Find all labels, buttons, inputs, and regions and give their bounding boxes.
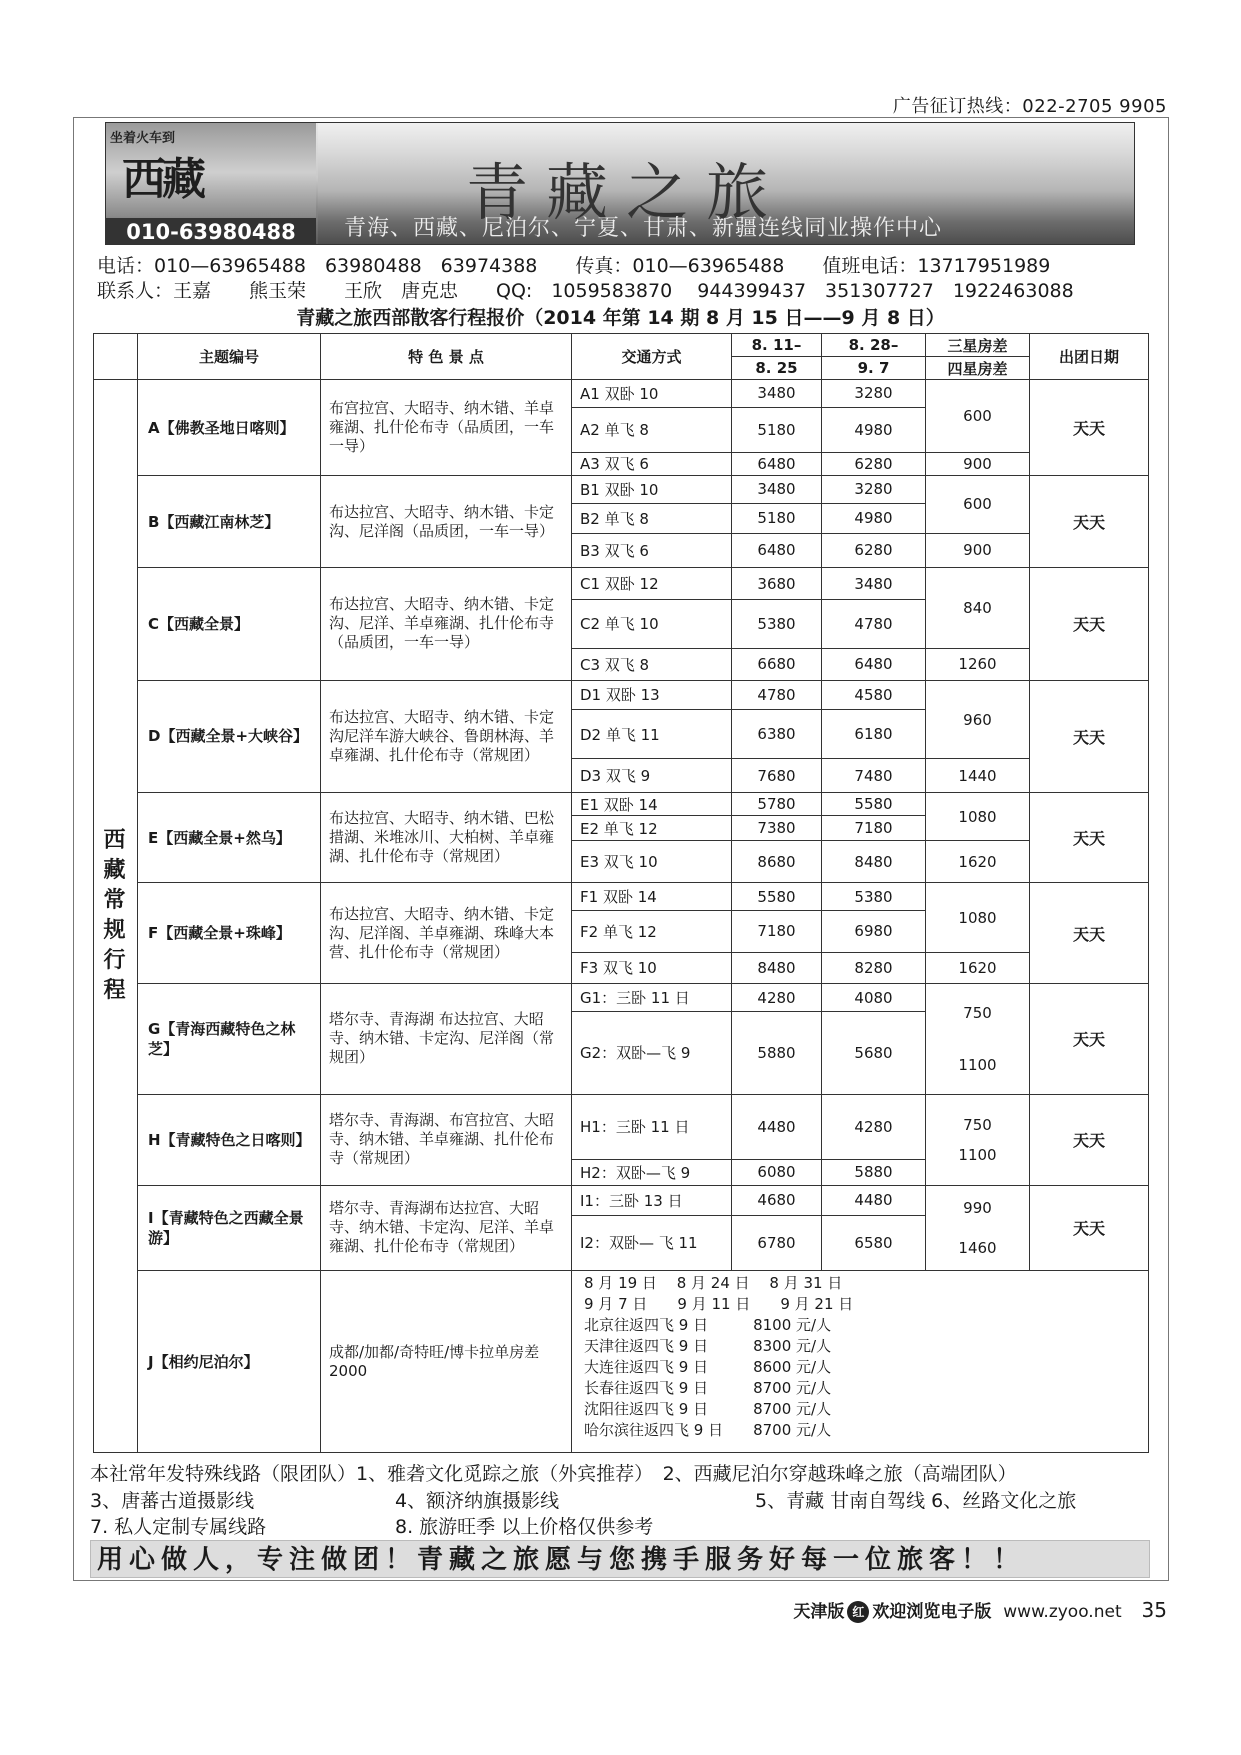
edition-label: 天津版 xyxy=(793,1602,845,1622)
row-c2-price2: 4780 xyxy=(822,599,926,648)
row-e-scenic: 布达拉宫、大昭寺、纳木错、巴松措湖、米堆冰川、大柏树、羊卓雍湖、扎什伦布寺（常规团） xyxy=(321,793,572,883)
row-i-theme: I【青藏特色之西藏全景游】 xyxy=(138,1185,321,1270)
row-h2-price1: 6080 xyxy=(732,1159,822,1185)
special-routes-line1: 本社常年发特殊线路（限团队）1、雅砻文化觅踪之旅（外宾推荐） 2、西藏尼泊尔穿越珠峰之旅（高端团队） xyxy=(90,1463,1017,1485)
row-b-scenic: 布达拉宫、大昭寺、纳木错、卡定沟、尼洋阁（品质团，一车一导） xyxy=(321,475,572,567)
row-f-scenic: 布达拉宫、大昭寺、纳木错、卡定沟、尼洋阁、羊卓雍湖、珠峰大本营、扎什伦布寺（常规团） xyxy=(321,883,572,984)
row-b1-price1: 3480 xyxy=(732,475,822,503)
row-c-departure: 天天 xyxy=(1030,568,1149,680)
row-a3-transport: A3 双飞 6 xyxy=(572,452,732,475)
header-period2-start: 8. 28– xyxy=(822,334,926,357)
row-h-supp4: 1100 xyxy=(958,1145,997,1164)
welcome-text: 欢迎浏览电子版 xyxy=(872,1602,992,1622)
row-b-theme: B【西藏江南林芝】 xyxy=(138,475,321,567)
row-e1-price2: 5580 xyxy=(822,793,926,816)
row-i-scenic: 塔尔寺、青海湖布达拉宫、大昭寺、纳木错、卡定沟、尼洋、羊卓雍湖、扎什伦布寺（常规团） xyxy=(321,1185,572,1270)
special-route-8: 8. 旅游旺季 以上价格仅供参考 xyxy=(395,1516,654,1538)
header-blank xyxy=(94,334,138,380)
row-d-scenic: 布达拉宫、大昭寺、纳木错、卡定沟尼洋车游大峡谷、鲁朗林海、羊卓雍湖、扎什伦布寺（常规团） xyxy=(321,680,572,792)
banner-subtitle: 青海、西藏、尼泊尔、宁夏、甘肃、新疆连线同业操作中心 xyxy=(344,216,943,241)
row-h-supplement xyxy=(926,1094,1030,1185)
row-e-theme: E【西藏全景+然乌】 xyxy=(138,793,321,883)
row-a-supp3: 600 xyxy=(926,380,1030,452)
row-c2-price1: 5380 xyxy=(732,599,822,648)
row-f1-price2: 5380 xyxy=(822,883,926,910)
row-f-departure: 天天 xyxy=(1030,883,1149,984)
row-h-supp3: 750 xyxy=(963,1115,992,1134)
row-b-supp3: 600 xyxy=(926,475,1030,533)
row-i-departure: 天天 xyxy=(1030,1185,1149,1270)
contact-persons: 联系人：王嘉 熊玉荣 王欣 唐克忠 QQ: 1059583870 944399437 351307727 1922463088 xyxy=(97,280,1074,302)
row-c1-transport: C1 双卧 12 xyxy=(572,568,732,600)
row-a2-transport: A2 单飞 8 xyxy=(572,407,732,452)
row-a1-transport: A1 双卧 10 xyxy=(572,380,732,407)
row-d2-transport: D2 单飞 11 xyxy=(572,710,732,759)
row-a-supp4: 900 xyxy=(926,452,1030,475)
header-period2-end: 9. 7 xyxy=(822,357,926,380)
row-b2-price2: 4980 xyxy=(822,504,926,533)
row-a3-price2: 6280 xyxy=(822,452,926,475)
table-title: 青藏之旅西部散客行程报价（2014 年第 14 期 8 月 15 日——9 月 8 日） xyxy=(296,307,945,329)
row-a-scenic: 布宫拉宫、大昭寺、纳木错、羊卓雍湖、扎什伦布寺（品质团，一车一导） xyxy=(321,380,572,476)
row-h2-price2: 5880 xyxy=(822,1159,926,1185)
row-i1-price1: 4680 xyxy=(732,1185,822,1215)
row-g-supp4: 1100 xyxy=(958,1055,997,1074)
row-i1-price2: 4480 xyxy=(822,1185,926,1215)
row-a2-price1: 5180 xyxy=(732,407,822,452)
row-f3-transport: F3 双飞 10 xyxy=(572,952,732,984)
book-title: 坐着火车到 xyxy=(110,131,176,146)
header-supplement-3star: 三星房差 xyxy=(926,334,1030,357)
row-a-theme: A【佛教圣地日喀则】 xyxy=(138,380,321,476)
row-g1-transport: G1：三卧 11 日 xyxy=(572,984,732,1012)
row-h-departure: 天天 xyxy=(1030,1094,1149,1185)
row-i2-price1: 6780 xyxy=(732,1215,822,1270)
row-f-theme: F【西藏全景+珠峰】 xyxy=(138,883,321,984)
row-b2-price1: 5180 xyxy=(732,504,822,533)
banner-phone: 010-63980488 xyxy=(106,218,316,245)
row-c-supp3: 840 xyxy=(926,568,1030,649)
row-a3-price1: 6480 xyxy=(732,452,822,475)
side-label: 西藏常规行程 xyxy=(94,380,138,1453)
row-c3-transport: C3 双飞 8 xyxy=(572,649,732,681)
special-route-7: 7. 私人定制专属线路 xyxy=(90,1516,267,1538)
row-e1-price1: 5780 xyxy=(732,793,822,816)
row-j-scenic: 成都/加都/奇特旺/博卡拉单房差 2000 xyxy=(321,1271,572,1453)
book-cover-image xyxy=(106,123,316,245)
row-e-departure: 天天 xyxy=(1030,793,1149,883)
row-i-supp4: 1460 xyxy=(958,1238,997,1257)
contact-phones: 电话：010—63965488 63980488 63974388 传真：010—63965488 值班电话：13717951989 xyxy=(97,255,1051,277)
row-h2-transport: H2：双卧—飞 9 xyxy=(572,1159,732,1185)
row-b-supp4: 900 xyxy=(926,533,1030,568)
row-e-supp4: 1620 xyxy=(926,841,1030,883)
row-g-departure: 天天 xyxy=(1030,984,1149,1094)
row-e2-transport: E2 单飞 12 xyxy=(572,816,732,841)
row-i-supp3: 990 xyxy=(963,1198,992,1217)
row-c-supp4: 1260 xyxy=(926,649,1030,681)
row-j-detail: 8 月 19 日 8 月 24 日 8 月 31 日 9 月 7 日 9 月 11 日 9 月 21 日 北京往返四飞 9 日 8100 元/人 天津往返四飞 9 日 8300 元/人 大连往返四飞 9 日 8600 元/人 长春往返四飞 9 日 8700 元/人 沈阳往返四飞 9 日 8700 元/人 哈尔滨往返四飞 9 日 8700 元/人 xyxy=(572,1271,1149,1453)
row-f2-price1: 7180 xyxy=(732,910,822,952)
special-route-3: 3、唐蕃古道摄影线 xyxy=(90,1490,255,1512)
row-g-supplement xyxy=(926,984,1030,1094)
row-f1-transport: F1 双卧 14 xyxy=(572,883,732,910)
row-e3-price2: 8480 xyxy=(822,841,926,883)
row-e1-transport: E1 双卧 14 xyxy=(572,793,732,816)
ad-hotline: 广告征订热线：022-2705 9905 xyxy=(892,96,1167,117)
page-number: 35 xyxy=(1141,1598,1167,1622)
row-d-departure: 天天 xyxy=(1030,680,1149,792)
row-b3-price1: 6480 xyxy=(732,533,822,568)
row-b1-price2: 3280 xyxy=(822,475,926,503)
row-g-scenic: 塔尔寺、青海湖 布达拉宫、大昭寺、纳木错、卡定沟、尼洋阁（常规团） xyxy=(321,984,572,1094)
row-i1-transport: I1：三卧 13 日 xyxy=(572,1185,732,1215)
row-f3-price1: 8480 xyxy=(732,952,822,984)
row-c2-transport: C2 单飞 10 xyxy=(572,599,732,648)
row-f1-price1: 5580 xyxy=(732,883,822,910)
row-g1-price2: 4080 xyxy=(822,984,926,1012)
website-link[interactable]: www.zyoo.net xyxy=(1003,1602,1122,1622)
banner-title: 青藏之旅 xyxy=(466,156,787,229)
book-big-title: 西藏 xyxy=(122,154,202,205)
row-a1-price1: 3480 xyxy=(732,380,822,407)
row-h1-price1: 4480 xyxy=(732,1094,822,1159)
row-g2-transport: G2：双卧—飞 9 xyxy=(572,1012,732,1094)
row-h1-transport: H1：三卧 11 日 xyxy=(572,1094,732,1159)
row-g2-price2: 5680 xyxy=(822,1012,926,1094)
row-f3-price2: 8280 xyxy=(822,952,926,984)
row-d3-price2: 7480 xyxy=(822,759,926,793)
row-f-supp3: 1080 xyxy=(926,883,1030,952)
row-d1-price1: 4780 xyxy=(732,680,822,709)
row-a-departure: 天天 xyxy=(1030,380,1149,476)
row-d2-price1: 6380 xyxy=(732,710,822,759)
row-f-supp4: 1620 xyxy=(926,952,1030,984)
row-d3-price1: 7680 xyxy=(732,759,822,793)
row-b3-price2: 6280 xyxy=(822,533,926,568)
row-i-supplement xyxy=(926,1185,1030,1270)
price-table xyxy=(93,333,1149,1453)
row-f2-price2: 6980 xyxy=(822,910,926,952)
row-c-scenic: 布达拉宫、大昭寺、纳木错、卡定沟、尼洋、羊卓雍湖、扎什伦布寺（品质团，一车一导） xyxy=(321,568,572,680)
row-a2-price2: 4980 xyxy=(822,407,926,452)
row-h-scenic: 塔尔寺、青海湖、布宫拉宫、大昭寺、纳木错、羊卓雍湖、扎什伦布寺（常规团） xyxy=(321,1094,572,1185)
banner xyxy=(105,122,1135,245)
header-period1-end: 8. 25 xyxy=(732,357,822,380)
row-g-theme: G【青海西藏特色之林芝】 xyxy=(138,984,321,1094)
row-d3-transport: D3 双飞 9 xyxy=(572,759,732,793)
page-footer xyxy=(793,1597,1167,1623)
row-d-supp4: 1440 xyxy=(926,759,1030,793)
row-f2-transport: F2 单飞 12 xyxy=(572,910,732,952)
row-i2-transport: I2：双卧— 飞 11 xyxy=(572,1215,732,1270)
logo-badge-icon: 红 xyxy=(847,1601,869,1623)
special-route-4: 4、额济纳旗摄影线 xyxy=(395,1490,560,1512)
row-c-theme: C【西藏全景】 xyxy=(138,568,321,680)
row-j-theme: J【相约尼泊尔】 xyxy=(138,1271,321,1453)
row-e3-transport: E3 双飞 10 xyxy=(572,841,732,883)
row-c3-price1: 6680 xyxy=(732,649,822,681)
row-h1-price2: 4280 xyxy=(822,1094,926,1159)
row-e2-price2: 7180 xyxy=(822,816,926,841)
header-scenic: 特 色 景 点 xyxy=(321,334,572,380)
row-e2-price1: 7380 xyxy=(732,816,822,841)
slogan-banner: 用心做人，专注做团！青藏之旅愿与您携手服务好每一位旅客！！ xyxy=(90,1540,1150,1578)
row-d-theme: D【西藏全景+大峡谷】 xyxy=(138,680,321,792)
row-g1-price1: 4280 xyxy=(732,984,822,1012)
header-departure: 出团日期 xyxy=(1030,334,1149,380)
special-route-5-6: 5、青藏 甘南自驾线 6、丝路文化之旅 xyxy=(755,1490,1077,1512)
row-e3-price1: 8680 xyxy=(732,841,822,883)
header-supplement-4star: 四星房差 xyxy=(926,357,1030,380)
header-period1-start: 8. 11– xyxy=(732,334,822,357)
row-c3-price2: 6480 xyxy=(822,649,926,681)
row-h-theme: H【青藏特色之日喀则】 xyxy=(138,1094,321,1185)
row-b-departure: 天天 xyxy=(1030,475,1149,567)
row-d1-price2: 4580 xyxy=(822,680,926,709)
row-c1-price2: 3480 xyxy=(822,568,926,600)
header-theme: 主题编号 xyxy=(138,334,321,380)
row-e-supp3: 1080 xyxy=(926,793,1030,841)
row-i2-price2: 6580 xyxy=(822,1215,926,1270)
row-d1-transport: D1 双卧 13 xyxy=(572,680,732,709)
row-d2-price2: 6180 xyxy=(822,710,926,759)
row-g-supp3: 750 xyxy=(963,1003,992,1022)
header-transport: 交通方式 xyxy=(572,334,732,380)
row-c1-price1: 3680 xyxy=(732,568,822,600)
row-d-supp3: 960 xyxy=(926,680,1030,759)
row-b2-transport: B2 单飞 8 xyxy=(572,504,732,533)
row-g2-price1: 5880 xyxy=(732,1012,822,1094)
row-b1-transport: B1 双卧 10 xyxy=(572,475,732,503)
row-a1-price2: 3280 xyxy=(822,380,926,407)
row-b3-transport: B3 双飞 6 xyxy=(572,533,732,568)
